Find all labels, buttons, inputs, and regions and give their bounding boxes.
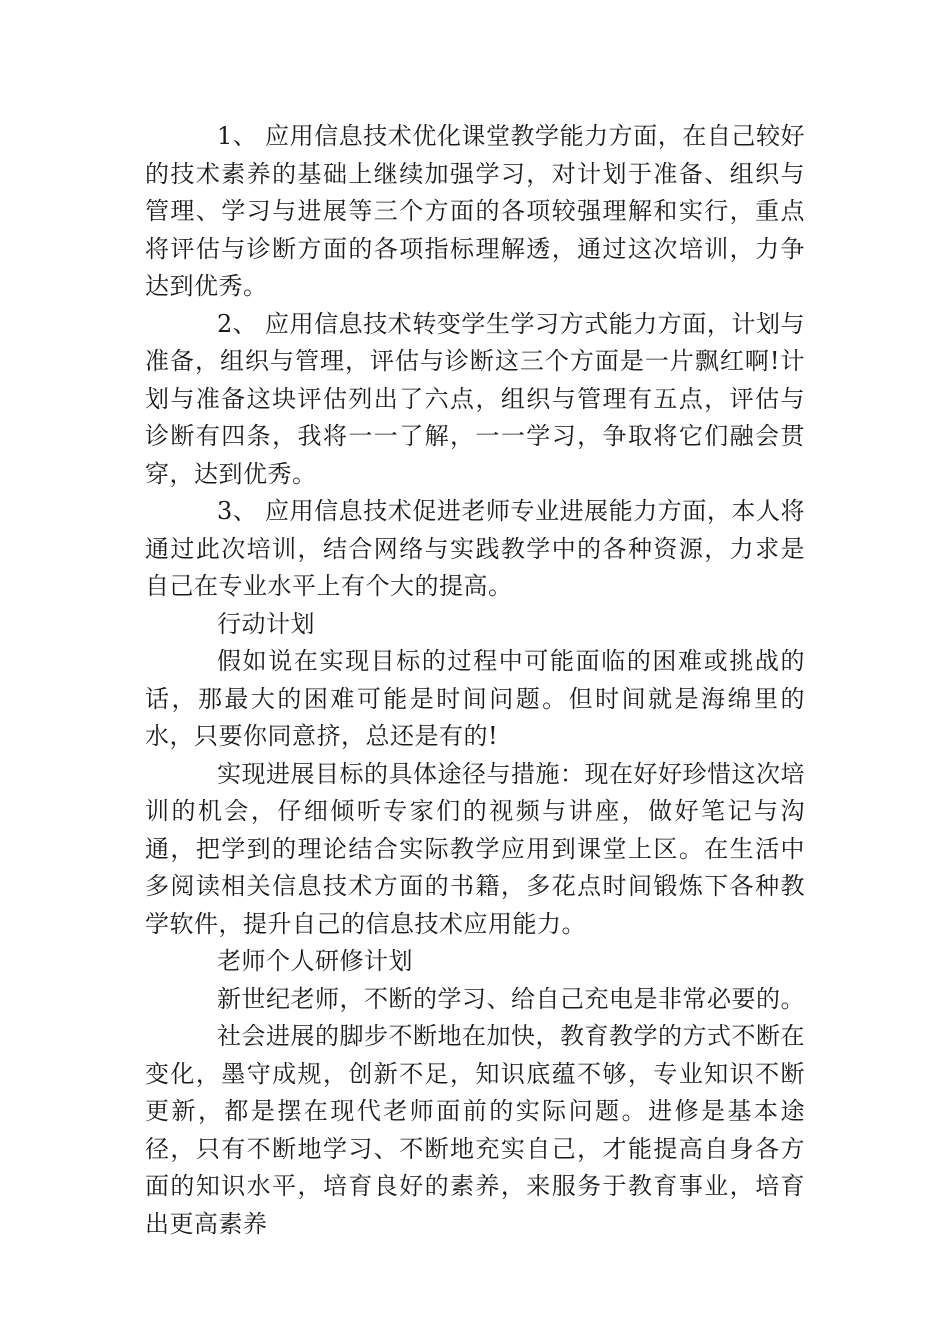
paragraph-text: 应用信息技术优化课堂教学能力方面，在自己较好的技术素养的基础上继续加强学习，对计划于准备、组织与管理、学习与进展等三个方面的各项较强理解和实行，重点将评估与诊断方面的各项指标理解透，通过这次培训，力争达到优秀。	[145, 122, 805, 300]
numbered-paragraph-1	[145, 118, 805, 306]
paragraph-number: 1、	[217, 122, 258, 150]
paragraph-number: 3、	[217, 497, 258, 525]
paragraph-text: 应用信息技术转变学生学习方式能力方面，计划与准备，组织与管理，评估与诊断这三个方面是一片飘红啊!计划与准备这块评估列出了六点，组织与管理有五点，评估与诊断有四条，我将一一了解，一一学习，争取将它们融会贯穿，达到优秀。	[145, 309, 805, 488]
section-heading-action: 行动计划	[217, 609, 315, 638]
section-heading-plan: 老师个人研修计划	[217, 947, 413, 975]
plan-paragraph-1: 新世纪老师，不断的学习、给自己充电是非常必要的。	[217, 984, 805, 1013]
numbered-paragraph-2	[145, 306, 805, 494]
plan-paragraph-2: 社会进展的脚步不断地在加快，教育教学的方式不断在变化，墨守成规，创新不足，知识底蕴不够，专业知识不断更新，都是摆在现代老师面前的实际问题。进修是基本途径，只有不断地学习、不断地充实自己，才能提高自身各方面的知识水平，培育良好的素养，来服务于教育事业，培育出更高素养	[145, 1022, 805, 1238]
action-paragraph-1: 假如说在实现目标的过程中可能面临的困难或挑战的话，那最大的困难可能是时间问题。但时间就是海绵里的水，只要你同意挤，总还是有的!	[145, 647, 805, 750]
numbered-paragraph-3	[145, 493, 805, 606]
paragraph-text: 应用信息技术促进老师专业进展能力方面，本人将通过此次培训，结合网络与实践教学中的各种资源，力求是自己在专业水平上有个大的提高。	[145, 497, 805, 600]
action-paragraph-2: 实现进展目标的具体途径与措施：现在好好珍惜这次培训的机会，仔细倾听专家们的视频与讲座，做好笔记与沟通，把学到的理论结合实际教学应用到课堂上区。在生活中多阅读相关信息技术方面的书籍，多花点时间锻炼下各种教学软件，提升自己的信息技术应用能力。	[145, 759, 805, 938]
document-body	[145, 118, 805, 1243]
paragraph-number: 2、	[217, 309, 258, 338]
